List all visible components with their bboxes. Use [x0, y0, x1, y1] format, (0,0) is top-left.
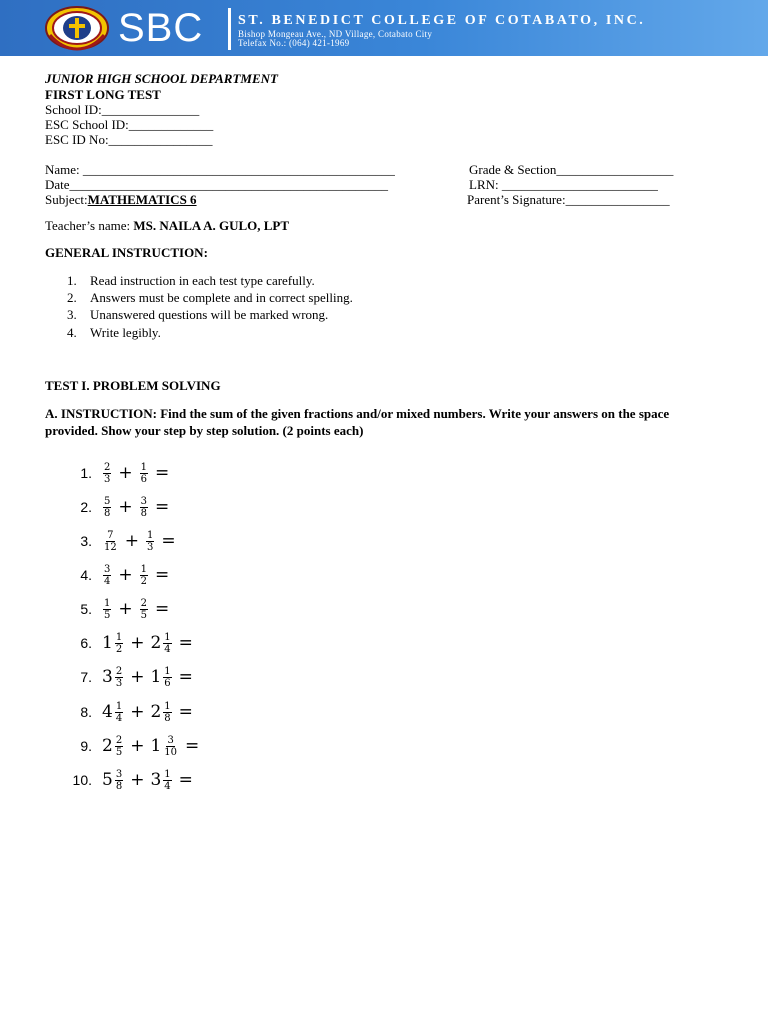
- fraction: [115, 735, 123, 758]
- problem-number: 2.: [80, 499, 92, 515]
- problem-number: 1.: [80, 465, 92, 481]
- teacher-line: [45, 218, 289, 233]
- instruction-item: [67, 273, 315, 288]
- denominator: 3: [146, 541, 154, 553]
- plus-sign: +: [118, 497, 133, 517]
- subject-line: [45, 192, 197, 207]
- problem-expression: [102, 735, 205, 758]
- problem-item: [68, 560, 175, 590]
- denominator: 4: [164, 643, 171, 655]
- name-field[interactable]: Name: ________________________________________________: [45, 162, 395, 177]
- numerator: 7: [107, 529, 114, 541]
- whole-number: 2: [150, 633, 162, 653]
- item-text: Unanswered questions will be marked wrong.: [90, 307, 329, 322]
- problem-expression: [102, 462, 175, 485]
- address-line: Bishop Mongeau Ave., ND Village, Cotabato City: [238, 29, 433, 39]
- school-id-field[interactable]: School ID:_______________: [45, 102, 200, 117]
- problem-expression: [102, 769, 199, 792]
- fraction: [163, 632, 171, 655]
- problem-number: 7.: [80, 669, 92, 685]
- problem-item: [68, 697, 199, 727]
- problem-expression: [102, 564, 175, 587]
- whole-number: 2: [102, 736, 113, 756]
- esc-school-id-field[interactable]: ESC School ID:_____________: [45, 117, 214, 132]
- denominator: 4: [164, 780, 171, 792]
- whole-number: 3: [150, 770, 162, 790]
- whole-number: 4: [102, 702, 113, 722]
- college-name: ST. BENEDICT COLLEGE OF COTABATO, INC.: [238, 13, 646, 28]
- header-divider: [228, 8, 231, 50]
- denominator: 4: [104, 575, 111, 587]
- date-field[interactable]: Date_________________________________________________: [45, 177, 389, 192]
- equals-sign: =: [155, 599, 170, 619]
- denominator: 4: [115, 712, 123, 724]
- numerator: 1: [104, 597, 111, 609]
- equals-sign: =: [161, 531, 176, 551]
- denominator: 10: [164, 746, 178, 758]
- plus-sign: +: [130, 770, 145, 790]
- instruction-a-line2: provided. Show your step by step solution. (2 points each): [45, 423, 364, 438]
- instruction-item: [67, 325, 161, 340]
- subject-label: Subject:: [45, 192, 88, 207]
- problem-number: 6.: [80, 635, 92, 651]
- teacher-label: Teacher’s name:: [45, 218, 134, 233]
- numerator: 2: [104, 461, 111, 473]
- plus-sign: +: [130, 667, 145, 687]
- test-one-heading: TEST I. PROBLEM SOLVING: [45, 378, 221, 393]
- denominator: 8: [140, 507, 147, 519]
- problem-item: [68, 662, 199, 692]
- college-seal-icon: [44, 5, 110, 51]
- problem-number: 5.: [80, 601, 92, 617]
- numerator: 3: [140, 495, 147, 507]
- instruction-a-line1: [45, 406, 669, 421]
- equals-sign: =: [178, 633, 193, 653]
- numerator: 1: [115, 631, 123, 643]
- instruction-a-label: A.: [45, 406, 58, 421]
- equals-sign: =: [185, 736, 200, 756]
- parent-signature-field[interactable]: Parent’s Signature:________________: [467, 192, 670, 207]
- fraction: [163, 666, 171, 689]
- denominator: 8: [104, 507, 111, 519]
- college-address: [238, 30, 432, 48]
- whole-number: 1: [102, 633, 113, 653]
- instruction-item: [67, 307, 329, 322]
- numerator: 1: [140, 563, 147, 575]
- numerator: 2: [140, 597, 147, 609]
- department-title: JUNIOR HIGH SCHOOL DEPARTMENT: [45, 71, 278, 86]
- whole-number: 1: [150, 736, 162, 756]
- fraction: [140, 598, 148, 621]
- problem-number: 10.: [72, 772, 92, 788]
- numerator: 3: [167, 734, 174, 746]
- esc-id-no-field[interactable]: ESC ID No:________________: [45, 132, 213, 147]
- teacher-name: MS. NAILA A. GULO, LPT: [133, 218, 290, 233]
- header-banner: [0, 0, 768, 56]
- college-abbreviation: SBC: [118, 6, 204, 50]
- problem-expression: [102, 598, 175, 621]
- problem-item: [68, 628, 199, 658]
- problem-item: [68, 594, 175, 624]
- problem-expression: [102, 666, 199, 689]
- plus-sign: +: [124, 531, 139, 551]
- equals-sign: =: [178, 667, 193, 687]
- problem-expression: [102, 496, 175, 519]
- problem-number: 8.: [80, 704, 92, 720]
- denominator: 5: [115, 746, 123, 758]
- denominator: 2: [115, 643, 123, 655]
- problem-item: [68, 492, 175, 522]
- problem-number: 3.: [80, 533, 92, 549]
- equals-sign: =: [178, 702, 193, 722]
- numerator: 1: [146, 529, 154, 541]
- problem-expression: [102, 632, 199, 655]
- numerator: 2: [115, 665, 123, 677]
- plus-sign: +: [118, 565, 133, 585]
- equals-sign: =: [178, 770, 193, 790]
- fraction: [115, 769, 123, 792]
- general-instruction-heading: GENERAL INSTRUCTION:: [45, 245, 208, 260]
- equals-sign: =: [155, 565, 170, 585]
- denominator: 6: [164, 677, 171, 689]
- numerator: 3: [115, 768, 123, 780]
- fraction: [103, 496, 111, 519]
- denominator: 2: [140, 575, 147, 587]
- whole-number: 3: [102, 667, 113, 687]
- item-text: Write legibly.: [90, 325, 161, 340]
- numerator: 1: [164, 631, 171, 643]
- plus-sign: +: [118, 463, 133, 483]
- fraction: [115, 701, 123, 724]
- problem-number: 4.: [80, 567, 92, 583]
- fraction: [103, 462, 111, 485]
- item-text: Read instruction in each test type carefully.: [90, 273, 315, 288]
- item-number: 2.: [67, 290, 77, 305]
- numerator: 1: [164, 768, 171, 780]
- denominator: 3: [115, 677, 123, 689]
- whole-number: 5: [102, 770, 113, 790]
- equals-sign: =: [155, 463, 170, 483]
- problem-item: [68, 765, 199, 795]
- fraction: [146, 530, 154, 553]
- grade-section-field[interactable]: Grade & Section__________________: [469, 162, 674, 177]
- fraction: [140, 496, 148, 519]
- numerator: 2: [115, 734, 123, 746]
- denominator: 5: [140, 609, 147, 621]
- numerator: 5: [104, 495, 111, 507]
- denominator: 8: [115, 780, 123, 792]
- whole-number: 2: [150, 702, 162, 722]
- fraction: [103, 530, 118, 553]
- item-number: 4.: [67, 325, 77, 340]
- item-number: 1.: [67, 273, 77, 288]
- denominator: 5: [104, 609, 111, 621]
- problem-item: [68, 731, 205, 761]
- telefax-line: Telefax No.: (064) 421-1969: [238, 38, 350, 48]
- problem-expression: [102, 530, 182, 553]
- item-text: Answers must be complete and in correct spelling.: [90, 290, 353, 305]
- lrn-field[interactable]: LRN: ________________________: [469, 177, 658, 192]
- numerator: 1: [164, 665, 171, 677]
- instruction-item: [67, 290, 353, 305]
- test-title: FIRST LONG TEST: [45, 87, 161, 102]
- fraction: [163, 769, 171, 792]
- denominator: 12: [104, 541, 117, 553]
- fraction: [103, 598, 111, 621]
- plus-sign: +: [130, 702, 145, 722]
- denominator: 3: [104, 473, 111, 485]
- fraction: [163, 735, 178, 758]
- denominator: 6: [140, 473, 147, 485]
- problem-item: [68, 526, 182, 556]
- problem-number: 9.: [80, 738, 92, 754]
- fraction: [103, 564, 111, 587]
- numerator: 1: [164, 700, 171, 712]
- fraction: [140, 462, 148, 485]
- fraction: [163, 701, 171, 724]
- numerator: 1: [140, 461, 147, 473]
- fraction: [140, 564, 148, 587]
- problem-expression: [102, 701, 199, 724]
- denominator: 8: [164, 712, 171, 724]
- equals-sign: =: [155, 497, 170, 517]
- plus-sign: +: [130, 736, 145, 756]
- fraction: [115, 632, 123, 655]
- whole-number: 1: [150, 667, 162, 687]
- subject-value: MATHEMATICS 6: [87, 192, 197, 207]
- problem-item: [68, 458, 175, 488]
- fraction: [115, 666, 123, 689]
- item-number: 3.: [67, 307, 77, 322]
- instruction-a-text: INSTRUCTION: Find the sum of the given fractions and/or mixed numbers. Write your answers on the space: [60, 406, 670, 421]
- plus-sign: +: [118, 599, 133, 619]
- numerator: 1: [115, 700, 123, 712]
- numerator: 3: [104, 563, 111, 575]
- plus-sign: +: [130, 633, 145, 653]
